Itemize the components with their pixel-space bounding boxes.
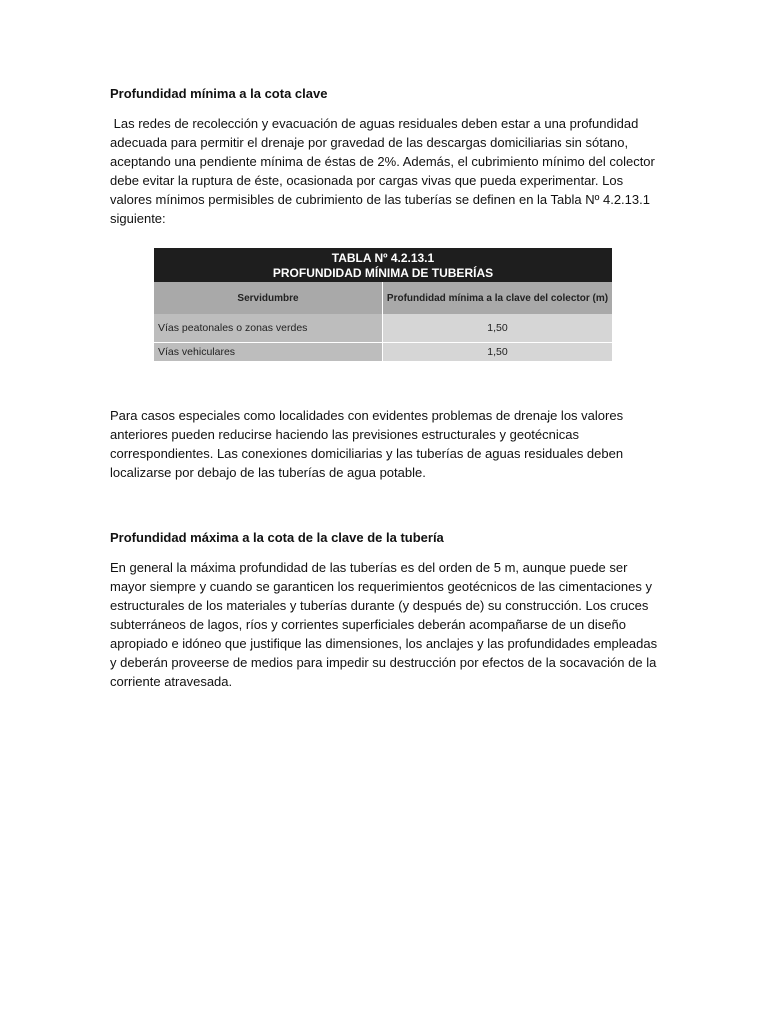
table-title-bar	[154, 248, 612, 282]
table-cell-servidumbre: Vías vehiculares	[154, 343, 383, 361]
table-header-profundidad: Profundidad mínima a la clave del colector (m)	[386, 292, 609, 304]
table-row	[154, 314, 612, 343]
paragraph-min-depth: Las redes de recolección y evacuación de aguas residuales deben estar a una profundidad adecuada para permitir el drenaje por gravedad de las descargas domiciliarias sin sótano, aceptando una pendiente mínima de éstas de 2%. Además, el cubrimiento mínimo del colector debe evitar la ruptura de éste, ocasionada por cargas vivas que pueda experimentar. Los valores mínimos permisibles de cubrimiento de las tuberías se definen en la Tabla Nº 4.2.13.1 siguiente:	[110, 116, 659, 226]
table-header-servidumbre: Servidumbre	[154, 282, 383, 314]
table-cell-servidumbre: Vías peatonales o zonas verdes	[154, 314, 383, 342]
paragraph-max-depth: En general la máxima profundidad de las tuberías es del orden de 5 m, aunque puede ser mayor siempre y cuando se garanticen los requerimientos geotécnicos de las cimentaciones y estructurales de los materiales y tuberías durante (y después de) su construcción. Los cruces subterráneos de lagos, ríos y corrientes superficiales deberán acompañarse de un diseño apropiado e idóneo que justifique las dimensiones, los anclajes y las profundidades empleadas y deberán proveerse de medios para impedir su destrucción por efectos de la socavación de la corriente atravesada.	[110, 560, 661, 689]
section-heading-min-depth: Profundidad mínima a la cota clave	[110, 86, 328, 101]
table-row	[154, 343, 612, 361]
table-cell-profundidad: 1,50	[383, 343, 612, 361]
paragraph-special-cases: Para casos especiales como localidades con evidentes problemas de drenaje los valores anteriores pueden reducirse haciendo las previsiones estructurales y geotécnicas correspondientes. Las conexiones domiciliarias y las tuberías de aguas residuales deben localizarse por debajo de las tuberías de agua potable.	[110, 408, 627, 480]
table-cell-profundidad: 1,50	[383, 314, 612, 342]
table-header-row	[154, 282, 612, 314]
depth-table	[154, 248, 612, 360]
table-title-number: TABLA Nº 4.2.13.1	[331, 251, 435, 265]
table-title-text: PROFUNDIDAD MÍNIMA DE TUBERÍAS	[272, 266, 494, 280]
section-heading-max-depth: Profundidad máxima a la cota de la clave de la tubería	[110, 530, 444, 545]
